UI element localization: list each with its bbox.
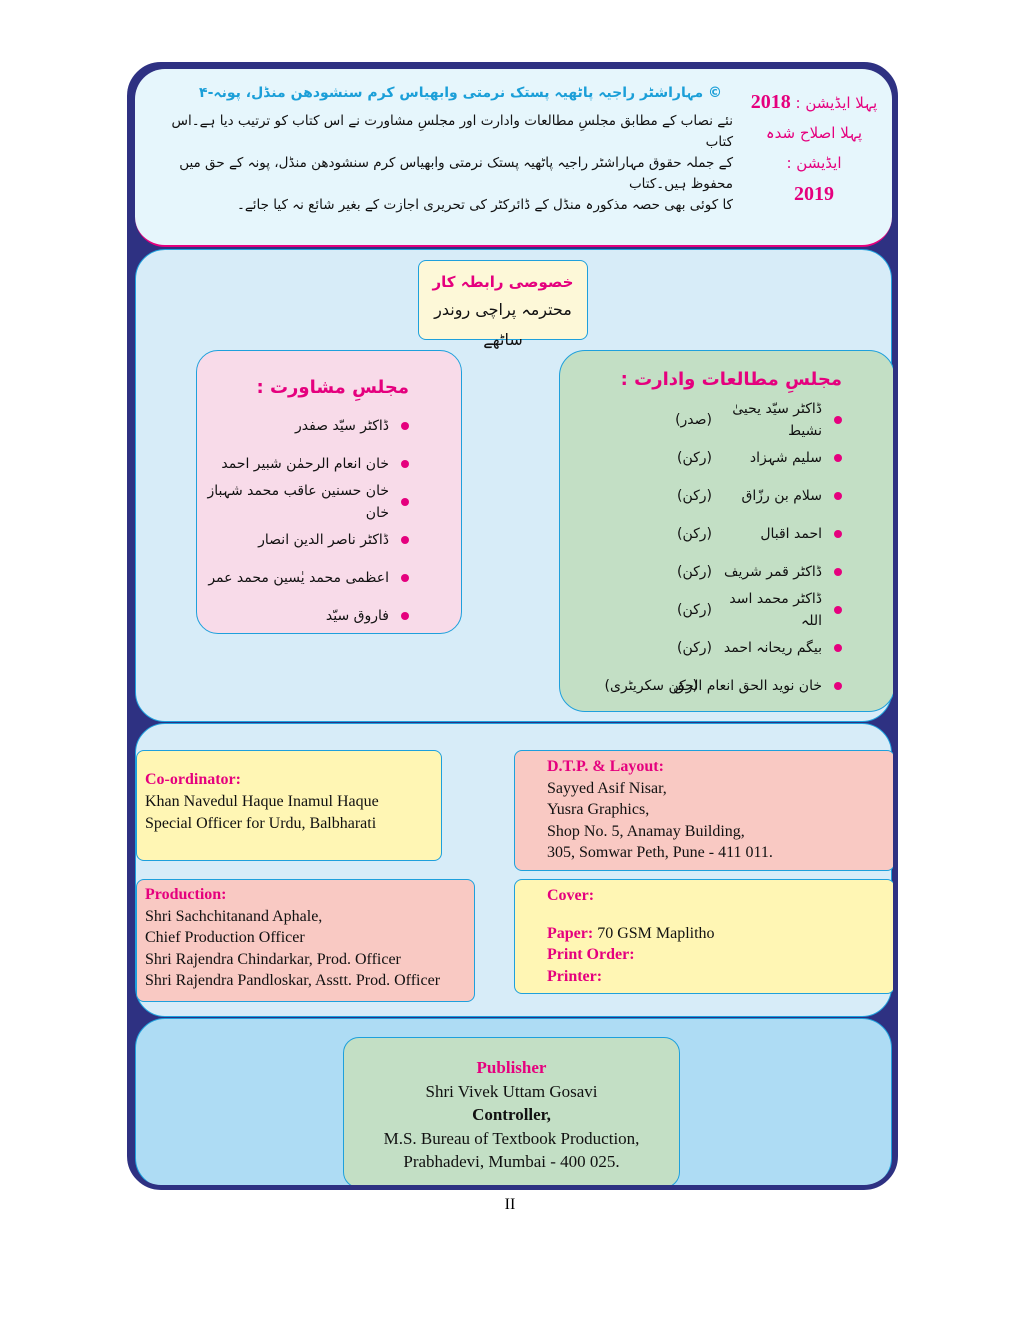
member-name: ڈاکٹر قمر شریف [724, 564, 822, 580]
bullet-icon [401, 422, 409, 430]
bullet-icon [401, 536, 409, 544]
special-coordinator-name: محترمہ پراچی روندر ساٹھے [434, 300, 572, 349]
member-name: خان نوید الحق انعام الحق [673, 678, 822, 694]
member-name: اعظمی محمد یٰسین محمد عمر [208, 570, 389, 586]
member-role: (رکن سکریٹری) [604, 678, 698, 694]
advisory-list [197, 407, 409, 635]
page-number: II [504, 1196, 516, 1213]
member-name: ڈاکٹر سیّد یحییٰ نشیط [732, 401, 822, 439]
publisher-title: Controller, [472, 1105, 551, 1124]
coordinator-box [136, 750, 442, 861]
list-item [197, 597, 409, 635]
dtp-box [514, 750, 895, 871]
member-role: (رکن) [676, 488, 712, 504]
first-edition-year: 2018 [750, 91, 791, 113]
member-role: (رکن) [676, 564, 712, 580]
revised-edition-label: پہلا اصلاح شدہ ایڈیشن : [765, 124, 863, 172]
member-role: (رکن) [676, 602, 712, 618]
publisher-box [343, 1037, 680, 1188]
bullet-icon [834, 606, 842, 614]
member-name: ڈاکٹر محمد اسد اللہ [729, 591, 822, 629]
publisher-label: Publisher [476, 1058, 547, 1077]
bullet-icon [401, 498, 409, 506]
list-item [560, 401, 842, 439]
member-name: سلام بن رزّاق [741, 488, 822, 504]
list-item [560, 515, 842, 553]
advisory-committee-box [196, 350, 462, 634]
publisher-org: M.S. Bureau of Textbook Production, [383, 1128, 640, 1148]
special-coordinator-box [418, 260, 588, 349]
list-item [560, 553, 842, 591]
print-order-label: Print Order: [547, 946, 635, 963]
list-item [560, 629, 842, 667]
bullet-icon [401, 574, 409, 582]
copyright-line: © مہاراشٹر راجیہ پاٹھیہ پستک نرمتی وابھیاس کرم سنشودھن منڈل، پونہ-۴ [199, 85, 722, 101]
publisher-section [135, 1018, 892, 1188]
first-edition-label: پہلا ایڈیشن : [795, 94, 878, 112]
bullet-icon [834, 682, 842, 690]
rights-line: کا کوئی بھی حصہ مذکورہ منڈل کے ڈائرکٹر کی تحریری اجازت کے بغیر شائع نہ کیا جائے۔ [236, 197, 733, 213]
bullet-icon [834, 416, 842, 424]
list-item [197, 483, 409, 521]
rights-text [143, 111, 733, 216]
member-name: فاروق سیّد [325, 608, 389, 624]
member-name: ڈاکٹر سیّد صفدر [294, 418, 389, 434]
member-name: ڈاکٹر ناصر الدین انصار [258, 532, 389, 548]
paper-value: 70 GSM Maplitho [597, 924, 715, 942]
list-item [560, 439, 842, 477]
revised-edition-year: 2019 [794, 183, 834, 205]
dtp-label: D.T.P. & Layout: [547, 758, 664, 775]
production-line: Shri Sachchitanand Aphale, [145, 907, 323, 925]
production-box [136, 879, 475, 1002]
advisory-title: مجلسِ مشاورت : [256, 377, 409, 398]
page-frame [127, 62, 898, 1190]
rights-line: نئے نصاب کے مطابق مجلسِ مطالعات وادارت اور مجلسِ مشاورت نے اس کتاب کو ترتیب دیا ہے۔اس کتاب [171, 113, 733, 150]
bullet-icon [834, 530, 842, 538]
publisher-name: Shri Vivek Uttam Gosavi [425, 1081, 598, 1101]
list-item [197, 407, 409, 445]
member-role: (رکن) [676, 640, 712, 656]
printer-label: Printer: [547, 967, 603, 985]
production-line: Shri Rajendra Pandloskar, Asstt. Prod. Officer [145, 972, 441, 989]
publisher-address: Prabhadevi, Mumbai - 400 025. [403, 1152, 620, 1171]
coordinator-title: Special Officer for Urdu, Balbharati [145, 815, 377, 832]
dtp-line: Shop No. 5, Anamay Building, [547, 822, 745, 840]
rights-line: کے جملہ حقوق مہاراشٹر راجیہ پاٹھیہ پستک نرمتی وابھیاس کرم سنشودھن منڈل، پونہ کے حق میں محفوظ ہیں۔کتاب [179, 155, 733, 192]
editorial-list [560, 401, 842, 705]
member-role: (صدر) [675, 412, 712, 428]
list-item [197, 521, 409, 559]
member-name: خان حسنین عاقب محمد شہباز خان [207, 483, 389, 521]
bullet-icon [401, 612, 409, 620]
committees-section [135, 249, 892, 722]
edition-info [744, 87, 884, 210]
production-label: Production: [145, 886, 227, 903]
production-line: Shri Rajendra Chindarkar, Prod. Officer [145, 950, 401, 968]
cover-label: Cover: [547, 887, 595, 904]
cover-box [514, 879, 895, 994]
member-name: احمد اقبال [760, 526, 822, 542]
bullet-icon [401, 460, 409, 468]
credits-section [135, 723, 892, 1017]
editorial-title: مجلسِ مطالعات وادارت : [620, 369, 842, 390]
coordinator-label: Co-ordinator: [145, 771, 241, 788]
coordinator-name: Khan Navedul Haque Inamul Haque [145, 793, 379, 810]
bullet-icon [834, 492, 842, 500]
list-item [560, 591, 842, 629]
paper-label: Paper: [547, 924, 594, 942]
member-role: (رکن) [676, 526, 712, 542]
member-name: بیگم ریحانہ احمد [723, 640, 822, 656]
copyright-section [135, 69, 892, 247]
editorial-committee-box [559, 350, 895, 712]
bullet-icon [834, 644, 842, 652]
list-item [197, 559, 409, 597]
bullet-icon [834, 454, 842, 462]
dtp-line: Yusra Graphics, [547, 801, 650, 818]
member-name: سلیم شہزاد [749, 450, 822, 466]
list-item [197, 445, 409, 483]
special-coordinator-title: خصوصی رابطہ کار [432, 273, 574, 291]
member-role: (رکن) [676, 450, 712, 466]
list-item [560, 477, 842, 515]
bullet-icon [834, 568, 842, 576]
dtp-line: Sayyed Asif Nisar, [547, 779, 667, 797]
member-name: خان انعام الرحمٰن شبیر احمد [221, 456, 389, 472]
production-line: Chief Production Officer [145, 929, 305, 946]
list-item [560, 667, 842, 705]
dtp-line: 305, Somwar Peth, Pune - 411 011. [547, 844, 773, 861]
